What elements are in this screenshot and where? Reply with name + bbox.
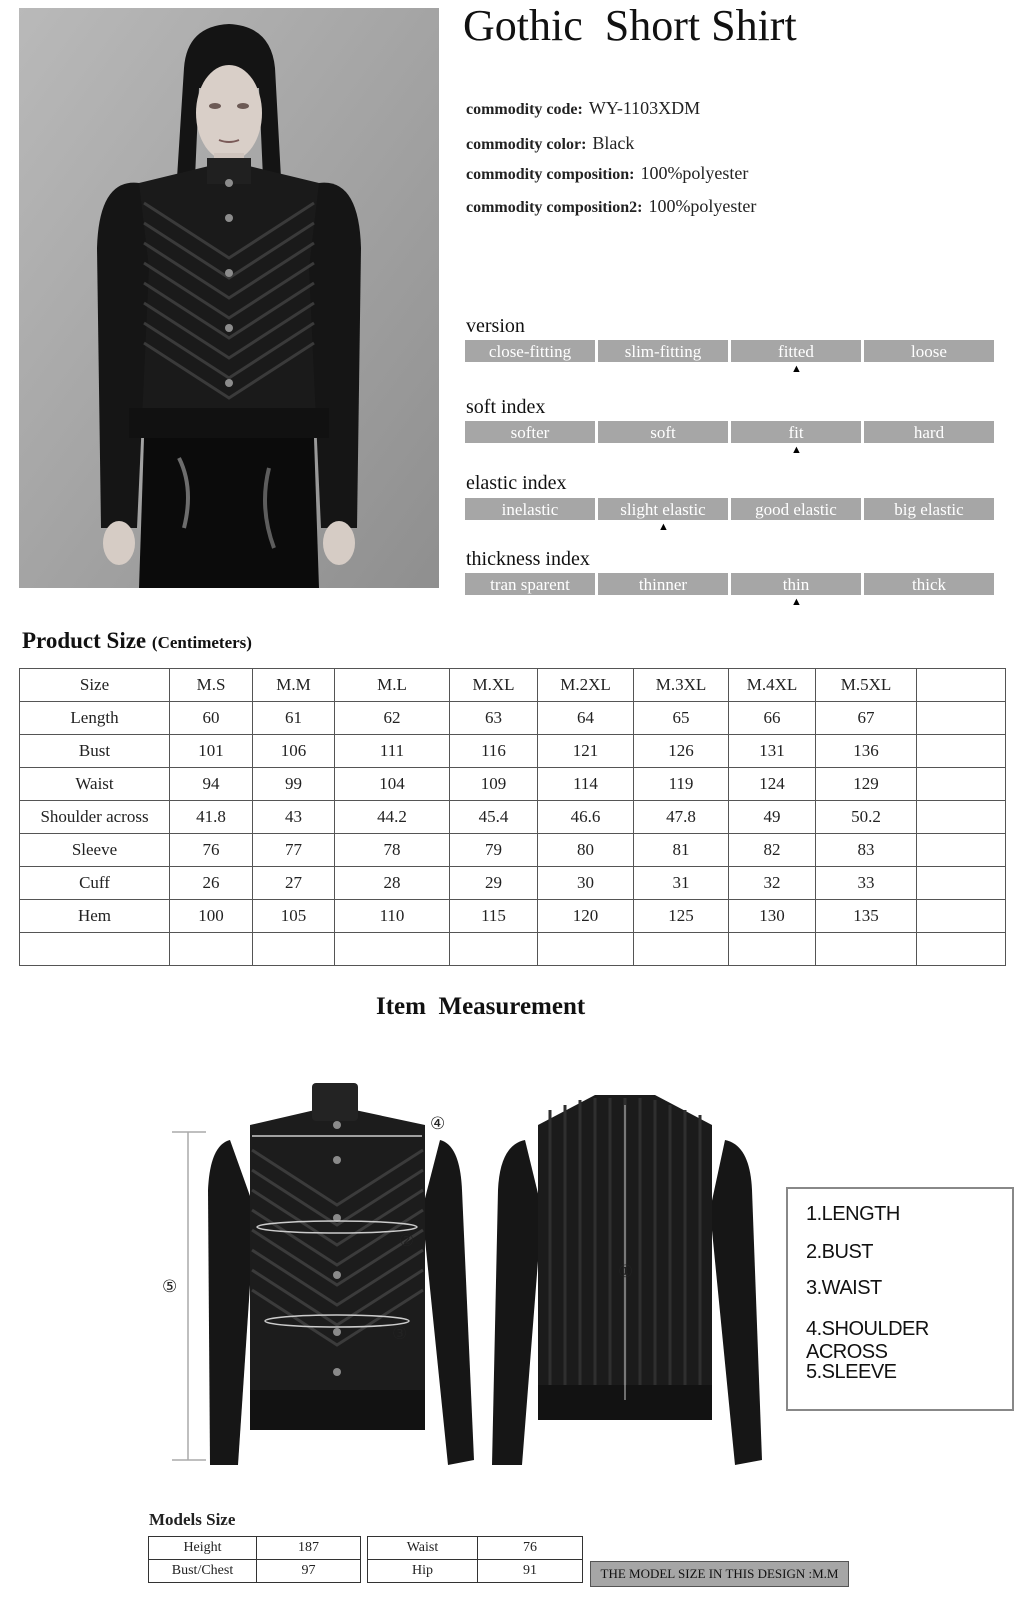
legend-bust: 2.BUST <box>806 1241 874 1263</box>
product-size-heading <box>22 628 252 654</box>
size-table-header-cell: M.5XL <box>816 669 917 702</box>
size-table-header-cell: Size <box>20 669 170 702</box>
models-size-title: Models Size <box>149 1510 236 1529</box>
size-table-header-cell: M.XL <box>450 669 538 702</box>
front-garment-drawing <box>208 1083 474 1465</box>
size-table-cell: 67 <box>816 702 917 735</box>
attr-composition2 <box>466 196 756 217</box>
size-table-cell: 41.8 <box>170 801 253 834</box>
size-table-row <box>20 834 1006 867</box>
size-table-cell <box>816 933 917 966</box>
size-table <box>19 668 1006 966</box>
soft-index-option: fit <box>731 421 861 443</box>
size-table-cell: 32 <box>729 867 816 900</box>
size-table-cell: 62 <box>335 702 450 735</box>
size-table-cell: 61 <box>253 702 335 735</box>
soft-index-option: softer <box>465 421 595 443</box>
version-option: fitted <box>731 340 861 362</box>
size-table-cell: 64 <box>538 702 634 735</box>
product-size-unit: (Centimeters) <box>151 633 252 652</box>
size-table-cell: 131 <box>729 735 816 768</box>
attr-composition-label: commodity composition: <box>466 166 635 183</box>
size-table-cell: 31 <box>634 867 729 900</box>
size-table-cell <box>253 933 335 966</box>
elastic-index-option: good elastic <box>731 498 861 520</box>
size-table-cell: 111 <box>335 735 450 768</box>
version-scale <box>465 340 994 362</box>
size-table-cell: 47.8 <box>634 801 729 834</box>
models-cell: 97 <box>257 1560 361 1583</box>
size-table-cell: 79 <box>450 834 538 867</box>
size-table-cell <box>917 867 1006 900</box>
size-table-header-row <box>20 669 1006 702</box>
marker-length: ① <box>618 1262 634 1282</box>
size-table-cell: 94 <box>170 768 253 801</box>
item-measurement-title: Item Measurement <box>376 993 586 1020</box>
size-table-cell: 121 <box>538 735 634 768</box>
size-table-cell: 119 <box>634 768 729 801</box>
version-label: version <box>466 315 525 337</box>
size-table-cell: 130 <box>729 900 816 933</box>
size-table-cell: 49 <box>729 801 816 834</box>
models-cell: Waist <box>368 1537 478 1560</box>
size-table-cell: 104 <box>335 768 450 801</box>
models-cell: 91 <box>478 1560 583 1583</box>
size-table-cell: 28 <box>335 867 450 900</box>
size-table-cell: 100 <box>170 900 253 933</box>
thickness-index-option: thinner <box>598 573 728 595</box>
size-table-cell: 136 <box>816 735 917 768</box>
size-table-cell: 135 <box>816 900 917 933</box>
size-table-cell: 63 <box>450 702 538 735</box>
models-cell: Height <box>149 1537 257 1560</box>
size-table-cell: 44.2 <box>335 801 450 834</box>
size-table-cell: 115 <box>450 900 538 933</box>
marker-shoulder: ④ <box>430 1114 446 1134</box>
size-table-cell: 29 <box>450 867 538 900</box>
size-table-cell: Sleeve <box>20 834 170 867</box>
elastic-index-label: elastic index <box>466 472 567 494</box>
size-table-cell: 116 <box>450 735 538 768</box>
size-table-header-cell <box>917 669 1006 702</box>
elastic-index-option: big elastic <box>864 498 994 520</box>
soft-index-label: soft index <box>466 396 546 418</box>
size-table-cell: Length <box>20 702 170 735</box>
size-table-row <box>20 735 1006 768</box>
size-table-cell <box>634 933 729 966</box>
size-table-cell: 26 <box>170 867 253 900</box>
size-table-cell: 105 <box>253 900 335 933</box>
size-table-row <box>20 801 1006 834</box>
size-table-row <box>20 933 1006 966</box>
size-table-cell: 80 <box>538 834 634 867</box>
size-table-cell <box>538 933 634 966</box>
models-cell: Bust/Chest <box>149 1560 257 1583</box>
size-table-header-cell: M.S <box>170 669 253 702</box>
elastic-index-option: slight elastic <box>598 498 728 520</box>
size-table-cell <box>20 933 170 966</box>
marker-bust: ② <box>399 1231 415 1251</box>
size-table-cell: 129 <box>816 768 917 801</box>
size-table-row <box>20 900 1006 933</box>
attr-color <box>466 133 634 154</box>
size-table-cell: 27 <box>253 867 335 900</box>
models-cell: Hip <box>368 1560 478 1583</box>
attr-composition2-value: 100%polyester <box>648 196 757 216</box>
size-table-cell: Bust <box>20 735 170 768</box>
size-table-cell: Waist <box>20 768 170 801</box>
size-table-cell <box>917 933 1006 966</box>
models-cell: 187 <box>257 1537 361 1560</box>
size-table-cell: 99 <box>253 768 335 801</box>
measurement-diagram <box>150 1070 790 1490</box>
version-option: close-fitting <box>465 340 595 362</box>
size-table-cell <box>917 735 1006 768</box>
attr-code <box>466 98 700 119</box>
models-table-right <box>367 1536 583 1583</box>
thickness-index-option: thin <box>731 573 861 595</box>
thickness-index-selected-marker: ▲ <box>791 596 802 608</box>
thickness-index-scale <box>465 573 994 595</box>
version-selected-marker: ▲ <box>791 363 802 375</box>
product-size-title: Product Size <box>22 628 147 653</box>
size-table-cell: 126 <box>634 735 729 768</box>
attr-composition2-label: commodity composition2: <box>466 199 643 216</box>
attr-code-label: commodity code: <box>466 101 583 118</box>
size-table-cell: 82 <box>729 834 816 867</box>
size-table-cell <box>335 933 450 966</box>
size-table-cell: 65 <box>634 702 729 735</box>
size-table-cell: 110 <box>335 900 450 933</box>
size-table-cell <box>917 801 1006 834</box>
marker-waist: ③ <box>392 1324 408 1344</box>
version-option: loose <box>864 340 994 362</box>
size-table-cell: 78 <box>335 834 450 867</box>
version-option: slim-fitting <box>598 340 728 362</box>
measurement-legend <box>786 1187 1014 1411</box>
size-table-cell <box>917 834 1006 867</box>
size-table-cell: Shoulder across <box>20 801 170 834</box>
legend-shoulder: 4.SHOULDER ACROSS <box>806 1318 929 1363</box>
legend-sleeve: 5.SLEEVE <box>806 1361 897 1383</box>
size-table-cell <box>917 702 1006 735</box>
marker-sleeve: ⑤ <box>162 1277 178 1297</box>
size-table-cell: Hem <box>20 900 170 933</box>
size-table-cell: 81 <box>634 834 729 867</box>
size-table-cell: 109 <box>450 768 538 801</box>
attr-composition-value: 100%polyester <box>640 163 749 183</box>
attr-color-label: commodity color: <box>466 136 587 153</box>
soft-index-option: soft <box>598 421 728 443</box>
size-table-cell: 83 <box>816 834 917 867</box>
size-table-cell: 33 <box>816 867 917 900</box>
size-table-header-cell: M.4XL <box>729 669 816 702</box>
attr-color-value: Black <box>592 133 635 153</box>
size-table-cell: 76 <box>170 834 253 867</box>
size-table-header-cell: M.L <box>335 669 450 702</box>
size-table-cell: 120 <box>538 900 634 933</box>
size-table-cell <box>170 933 253 966</box>
size-table-cell <box>917 900 1006 933</box>
model-photo <box>19 8 439 588</box>
size-table-row <box>20 867 1006 900</box>
product-title: Gothic Short Shirt <box>463 1 797 50</box>
size-table-cell <box>450 933 538 966</box>
size-table-header-cell: M.M <box>253 669 335 702</box>
elastic-index-selected-marker: ▲ <box>658 521 669 533</box>
size-table-cell <box>729 933 816 966</box>
size-table-cell: 124 <box>729 768 816 801</box>
attr-code-value: WY-1103XDM <box>588 98 701 118</box>
size-table-cell: Cuff <box>20 867 170 900</box>
models-cell: 76 <box>478 1537 583 1560</box>
legend-waist: 3.WAIST <box>806 1277 882 1299</box>
size-table-cell: 30 <box>538 867 634 900</box>
size-table-cell: 77 <box>253 834 335 867</box>
size-table-cell: 43 <box>253 801 335 834</box>
size-table-cell: 101 <box>170 735 253 768</box>
legend-length: 1.LENGTH <box>806 1203 900 1225</box>
soft-index-scale <box>465 421 994 443</box>
size-table-cell: 106 <box>253 735 335 768</box>
size-table-row <box>20 702 1006 735</box>
size-table-cell: 50.2 <box>816 801 917 834</box>
size-table-cell: 60 <box>170 702 253 735</box>
size-table-header-cell: M.2XL <box>538 669 634 702</box>
size-table-cell: 125 <box>634 900 729 933</box>
soft-index-selected-marker: ▲ <box>791 444 802 456</box>
elastic-index-scale <box>465 498 994 520</box>
models-table-left <box>148 1536 361 1583</box>
size-table-row <box>20 768 1006 801</box>
size-table-cell: 45.4 <box>450 801 538 834</box>
size-table-cell <box>917 768 1006 801</box>
attr-composition <box>466 163 748 184</box>
size-table-cell: 114 <box>538 768 634 801</box>
thickness-index-option: tran sparent <box>465 573 595 595</box>
size-table-header-cell: M.3XL <box>634 669 729 702</box>
elastic-index-option: inelastic <box>465 498 595 520</box>
size-table-cell: 46.6 <box>538 801 634 834</box>
thickness-index-option: thick <box>864 573 994 595</box>
size-table-cell: 66 <box>729 702 816 735</box>
model-size-note: THE MODEL SIZE IN THIS DESIGN :M.M <box>590 1561 849 1587</box>
thickness-index-label: thickness index <box>466 548 590 570</box>
soft-index-option: hard <box>864 421 994 443</box>
